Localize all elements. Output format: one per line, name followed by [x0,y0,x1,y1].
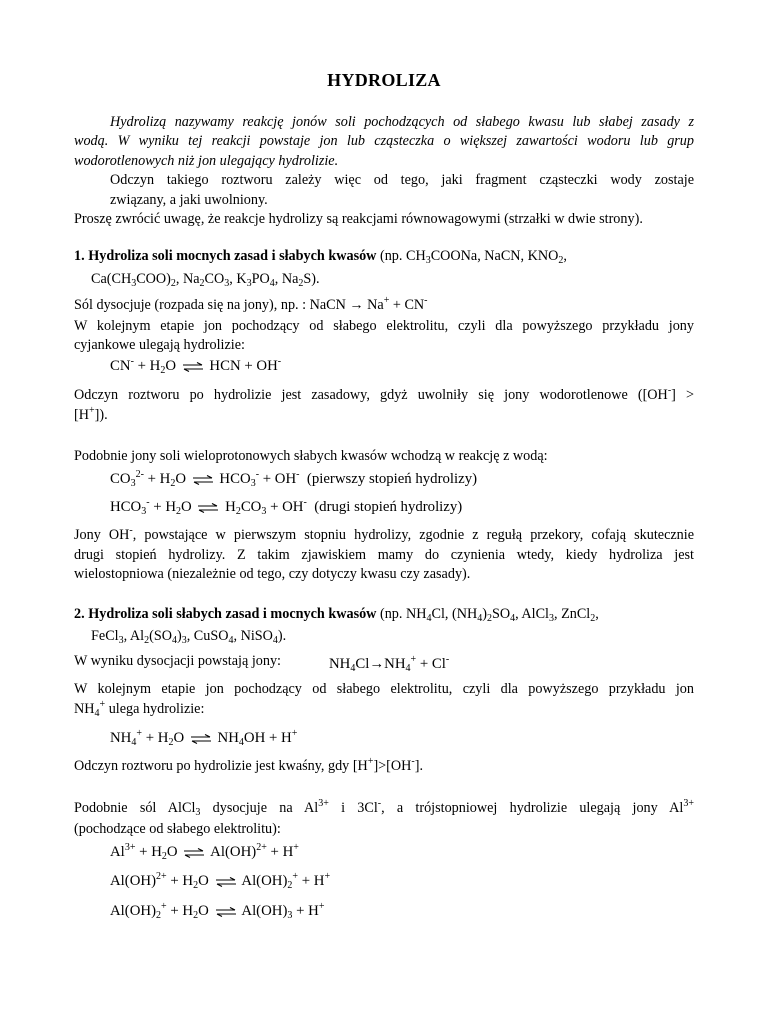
intro-line-2: wodą. W wyniku tej reakcji powstaje jon lub cząsteczka o większej zawartości wodoru lub grup [74,133,694,149]
section-1-result-line-2: [H+]). [74,405,108,423]
section-2-alcl3-line-1: Podobnie sól AlCl$_3$ dysocjuje na $Al^{3+}$ i 3Cl-, a trójstopniowej hydrolizie ulegają jony $Al^{3+}$ [74,798,695,818]
equation-nh4cl-dissociation: $NH_4Cl\to NH_4^+ + Cl^-$ [329,654,450,674]
equilibrium-arrow-icon [215,877,237,887]
equation-carbonate-step-1: $CO_3^{2-} + H_2O$ $HCO_3^- + OH^-$ (pierwszy stopień hydrolizy) [110,469,478,489]
section-1-heading: 1. Hydroliza soli mocnych zasad i słabych kwasów (np. $CH_3COONa$, NaCN, $KNO_2$, [74,248,567,266]
section-1-ions-line-2: drugi stopień hydrolizy. Z takim zjawiskiem mamy do czynienia wtedy, kiedy hydroliza jest [74,547,694,563]
equilibrium-arrow-icon [215,907,237,917]
section-2-result: Odczyn roztworu po hydrolizie jest kwaśny, gdy [H+]>[OH-]. [74,756,424,774]
section-2-examples: FeCl$_3$, $Al_2(SO_4)_3$, CuSO$_4$, NiSO$_4$). [91,628,287,646]
section-1-polyprotic: Podobnie jony soli wieloprotonowych słabych kwasów wchodzą w reakcję z wodą: [74,448,548,464]
section-1-examples: $Ca(CH_3COO)_2$, $Na_2CO_3$, $K_3PO_4$, $Na_2S$). [91,271,320,289]
section-2-alcl3-line-2: (pochodzące od słabego elektrolitu): [74,821,281,837]
intro-line-6: Proszę zwrócić uwagę, że reakcje hydrolizy są reakcjami równowagowymi (strzałki w dwie strony). [74,211,643,227]
equilibrium-arrow-icon [192,475,214,485]
intro-line-4: Odczyn takiego roztworu zależy więc od tego, jaki fragment cząsteczki wody zostaje [110,172,694,188]
section-2-heading: 2. Hydroliza soli słabych zasad i mocnych kwasów (np. $NH_4Cl$, $(NH_4)_2SO_4$, AlCl$_3$, ZnCl$_2$, [74,606,599,624]
equation-al-step-2: $Al(OH)^{2+} + H_2O$ $Al(OH)_2^+ + H^+$ [110,871,331,891]
section-2-dissociation: W wyniku dysocjacji powstają jony: [74,653,282,669]
equation-cn-hydrolysis: $CN^- + H_2O$ HCN + OH- [110,356,282,376]
equilibrium-arrow-icon [197,503,219,513]
equation-al-step-1: $Al^{3+} + H_2O$ Al(OH)$^{2+}$ + H+ [110,842,299,862]
section-2-next-line-1: W kolejnym etapie jon pochodzący od słabego elektrolitu, czyli dla powyższego przykładu jon [74,681,694,697]
intro-line-3: wodorotlenowych niż jon ulegający hydrolizie. [74,153,339,169]
intro-line-5: związany, a jaki uwolniony. [110,192,268,208]
intro-line-1: Hydrolizą nazywamy reakcję jonów soli pochodzących od słabego kwasu lub słabej zasady z [110,114,694,130]
equilibrium-arrow-icon [183,848,205,858]
section-1-ions-line-3: wielostopniowa (niezależnie od tego, czy dotyczy kwasu czy zasady). [74,566,471,582]
equilibrium-arrow-icon [182,362,204,372]
section-2-next-line-2: $NH_4^+$ ulega hydrolizie: [74,699,205,719]
section-1-dissociation: Sól dysocjuje (rozpada się na jony), np. : NaCN → Na+ + CN- [74,295,428,313]
equilibrium-arrow-icon [190,734,212,744]
section-1-next-line-2: cyjankowe ulegają hydrolizie: [74,337,245,353]
page-title: HYDROLIZA [327,70,441,90]
equation-al-step-3: $Al(OH)_2^+ + H_2O$ $Al(OH)_3 + H^+$ [110,901,325,921]
section-1-next-line-1: W kolejnym etapie jon pochodzący od słabego elektrolitu, czyli dla powyższego przykładu jony [74,318,694,334]
section-1-ions-line-1: Jony OH-, powstające w pierwszym stopniu hydrolizy, zgodnie z regułą przekory, cofają skutecznie [74,525,694,543]
equation-carbonate-step-2: $HCO_3^- + H_2O$ $H_2CO_3 + OH^-$ (drugi stopień hydrolizy) [110,497,463,517]
equation-ammonium-hydrolysis: $NH_4^+ + H_2O$ $NH_4OH + H^+$ [110,728,298,748]
section-1-result-line-1: Odczyn roztworu po hydrolizie jest zasadowy, gdyż uwolniły się jony wodorotlenowe ([OH-] > [74,385,694,403]
